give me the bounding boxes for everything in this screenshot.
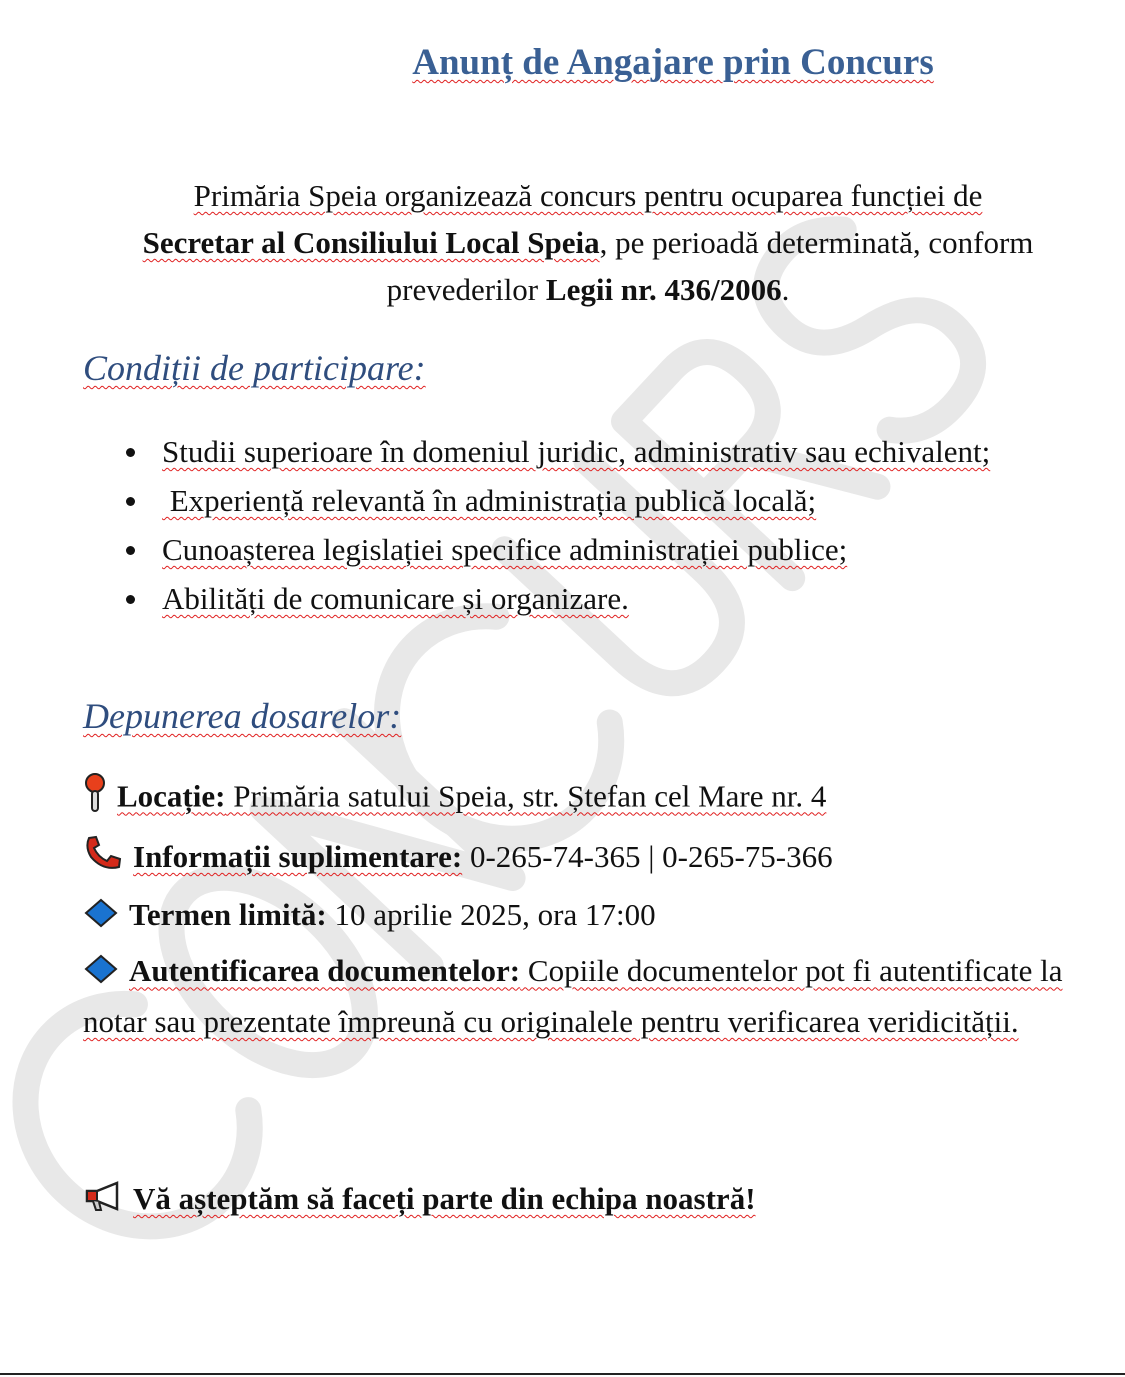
conditions-heading-text: Condiții de participare: <box>83 348 426 388</box>
submission-heading <box>83 693 1113 739</box>
list-item <box>120 574 1113 623</box>
list-item-text: Abilități de comunicare și organizare. <box>162 581 629 616</box>
intro-part1: Primăria Speia organizează concurs pentru ocuparea funcției de <box>193 178 983 213</box>
authentication-paragraph <box>83 947 1063 1046</box>
list-item-text: Studii superioare în domeniul juridic, administrativ sau echivalent; <box>162 434 991 469</box>
title-text: Anunț de Angajare prin Concurs <box>412 42 934 83</box>
info-label: Informații suplimentare: <box>133 839 463 874</box>
page-bottom-border <box>0 1373 1125 1375</box>
deadline-label: Termen limită: <box>129 897 327 933</box>
megaphone-icon <box>83 1179 123 1225</box>
closing-row <box>83 1176 1113 1225</box>
document-body <box>0 40 1113 1225</box>
deadline-row <box>83 892 1113 941</box>
closing-text: Vă așteptăm să faceți parte din echipa noastră! <box>133 1181 756 1217</box>
deadline-value: 10 aprilie 2025, ora 17:00 <box>326 897 656 933</box>
list-item-text: Cunoașterea legislației specifice administrației publice; <box>162 532 848 567</box>
location-label: Locație: <box>117 778 226 814</box>
page-title <box>83 40 1113 86</box>
auth-value: Copiile documentelor pot fi autentificate la notar sau prezentate împreună cu originalele pentru verificarea veridicității. <box>83 953 1063 1040</box>
info-value: 0-265-74-365 | 0-265-75-366 <box>462 839 833 874</box>
list-item-text: Experiență relevantă în administrația publică locală; <box>162 483 817 518</box>
pushpin-icon <box>83 773 107 826</box>
diamond-icon <box>83 950 119 998</box>
phone-icon <box>83 835 123 884</box>
list-item <box>120 476 1113 525</box>
info-row <box>83 834 1113 884</box>
diamond-icon <box>83 895 119 941</box>
intro-end: . <box>781 272 790 307</box>
location-value: Primăria satului Speia, str. Ștefan cel Mare nr. 4 <box>225 778 827 814</box>
submission-heading-text: Depunerea dosarelor: <box>83 696 402 736</box>
list-item <box>120 525 1113 574</box>
intro-paragraph <box>73 172 1103 313</box>
conditions-list <box>120 427 1113 623</box>
intro-part2: , pe perioadă determinată, conform prevederilor <box>386 225 1034 307</box>
intro-law: Legii nr. 436/2006 <box>545 272 782 307</box>
auth-label: Autentificarea documentelor: <box>129 953 521 989</box>
location-row <box>83 773 1113 826</box>
intro-position: Secretar al Consiliului Local Speia <box>142 225 600 260</box>
conditions-heading <box>83 345 1113 391</box>
list-item <box>120 427 1113 476</box>
